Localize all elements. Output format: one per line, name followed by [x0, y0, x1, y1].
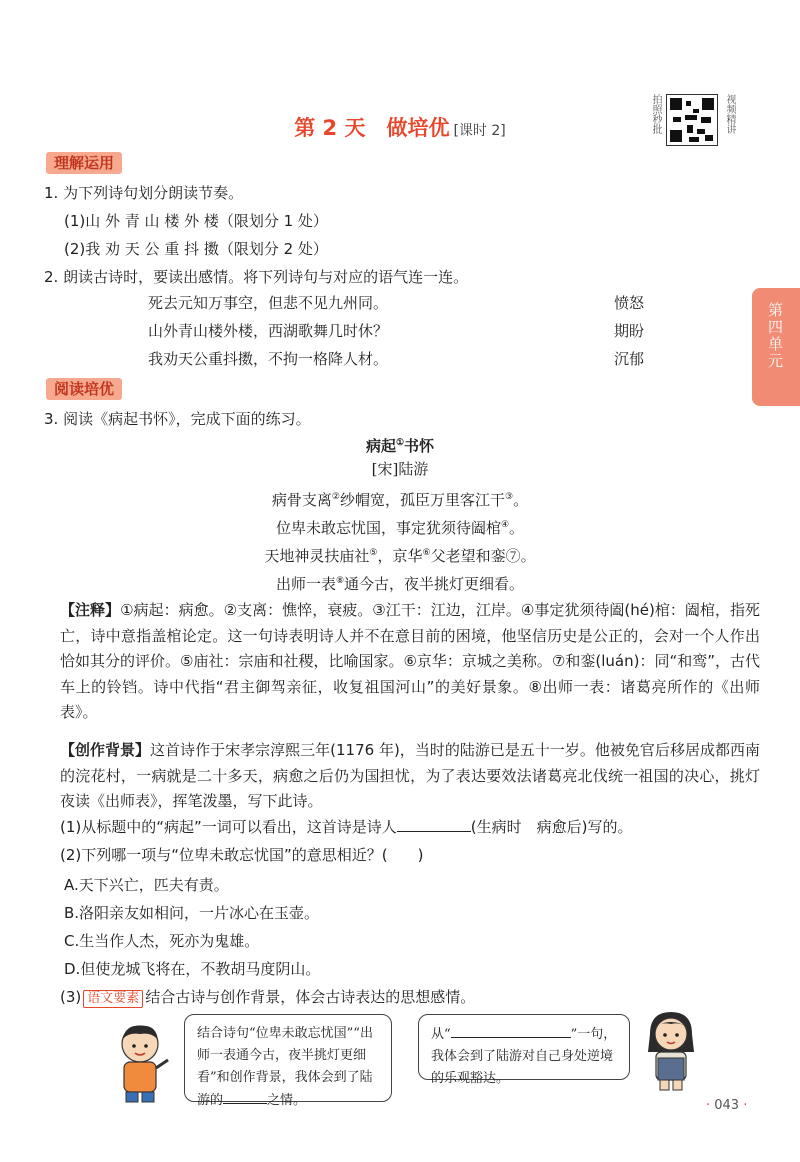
- qr-left-text: 拍照秒批: [650, 94, 661, 134]
- lesson-label: [课时 2]: [453, 123, 506, 139]
- poem-line: 位卑未敢忘忧国，事定犹须待阖棺④。: [275, 519, 525, 537]
- section-tag-understand: 理解运用: [46, 152, 122, 174]
- q2-tone-3[interactable]: 沉郁: [614, 350, 645, 368]
- notes-paragraph: 【注释】①病起：病愈。②支离：憔悴，衰疲。③江干：江边，江岸。④事定犹须待阖(hé)棺：阖棺，指死亡，诗中意指盖棺论定。这一句诗表明诗人并不在意目前的困境，他坚信历史是公正的，会对一个人作出恰如其分的评价。⑤庙社：宗庙和社稷，比喻国家。⑥京华：京城之美称。⑦和銮(luán)：同“和鸾”，古代车上的铃铛。诗中代指“君主御驾亲征，收复祖国河山”的美好景象。⑧出师一表：诸葛亮所作的《出师表》。: [60, 601, 760, 721]
- q3-sub3: (3) 语文要素 结合古诗与创作背景，体会古诗表达的思想感情。: [60, 988, 476, 1006]
- unit-side-tab-label: 第四单元: [766, 302, 784, 370]
- unit-side-tab[interactable]: [752, 288, 800, 406]
- poem-line: 天地神灵扶庙社⑤，京华⑥父老望和銮⑦。: [264, 547, 536, 565]
- bubble-left-blank[interactable]: [223, 1089, 267, 1104]
- q2-tone-1[interactable]: 愤怒: [614, 294, 645, 312]
- q2-line-3[interactable]: 我劝天公重抖擞，不拘一格降人材。: [148, 350, 389, 368]
- q2-line-1[interactable]: 死去元知万事空，但悲不见九州同。: [148, 294, 389, 312]
- option-b[interactable]: B.洛阳亲友如相问，一片冰心在玉壶。: [64, 904, 320, 922]
- qr-code-icon[interactable]: [666, 94, 718, 146]
- poem-author: [宋]陆游: [371, 460, 429, 478]
- qr-area[interactable]: [648, 92, 748, 150]
- q1-item-a: (1)山 外 青 山 楼 外 楼（限划分 1 处）: [64, 212, 328, 230]
- q3-sub1: (1)从标题中的“病起”一词可以看出，这首诗是诗人 (生病时 病愈后)写的。: [60, 818, 633, 836]
- speech-bubble-right: 从“ ”一句，我体会到了陆游对自己身处逆境的乐观豁达。: [418, 1014, 630, 1080]
- option-c[interactable]: C.生当作人杰，死亦为鬼雄。: [64, 932, 260, 950]
- q2-tone-2[interactable]: 期盼: [614, 322, 645, 340]
- q3-stem: 3. 阅读《病起书怀》，完成下面的练习。: [44, 410, 311, 428]
- page-number: · 043 ·: [706, 1098, 748, 1113]
- bubble-right-blank[interactable]: [451, 1023, 571, 1038]
- yuwen-element-tag: 语文要素: [83, 990, 143, 1008]
- q1-item-b: (2)我 劝 天 公 重 抖 擞（限划分 2 处）: [64, 240, 328, 258]
- q2-line-2[interactable]: 山外青山楼外楼，西湖歌舞几时休？: [148, 322, 389, 340]
- q1-stem: 1. 为下列诗句划分朗读节奏。: [44, 184, 244, 202]
- speech-bubble-left: 结合诗句“位卑未敢忘忧国”“出师一表通今古，夜半挑灯更细看”和创作背景，我体会到了陆游的 之情。: [184, 1014, 392, 1102]
- option-a[interactable]: A.天下兴亡，匹夫有责。: [64, 876, 229, 894]
- qr-right-text: 视频精讲: [724, 94, 735, 134]
- section-tag-reading: 阅读培优: [46, 378, 122, 400]
- q2-stem: 2. 朗读古诗时，要读出感情。将下列诗句与对应的语气连一连。: [44, 268, 469, 286]
- girl-illustration-icon: [638, 1008, 704, 1092]
- title-text: 第 2 天 做培优: [294, 116, 450, 140]
- boy-illustration-icon: [108, 1020, 174, 1104]
- background-paragraph: 【创作背景】这首诗作于宋孝宗淳熙三年(1176 年)，当时的陆游已是五十一岁。他被免官后移居成都西南的浣花村，一病就是二十多天，病愈之后仍为国担忧，为了表达要效法诸葛亮北伐统一祖国的决心，挑灯夜读《出师表》，挥笔泼墨，写下此诗。: [60, 741, 760, 810]
- sub1-blank[interactable]: [397, 816, 471, 832]
- poem-line: 病骨支离②纱帽宽，孤臣万里客江干③。: [271, 491, 529, 509]
- option-d[interactable]: D.但使龙城飞将在，不教胡马度阴山。: [64, 960, 321, 978]
- poem-line: 出师一表⑧通今古，夜半挑灯更细看。: [275, 575, 525, 593]
- poem-title: 病起①书怀: [365, 437, 435, 455]
- q3-sub2: (2)下列哪一项与“位卑未敢忘忧国”的意思相近？( ): [60, 846, 424, 864]
